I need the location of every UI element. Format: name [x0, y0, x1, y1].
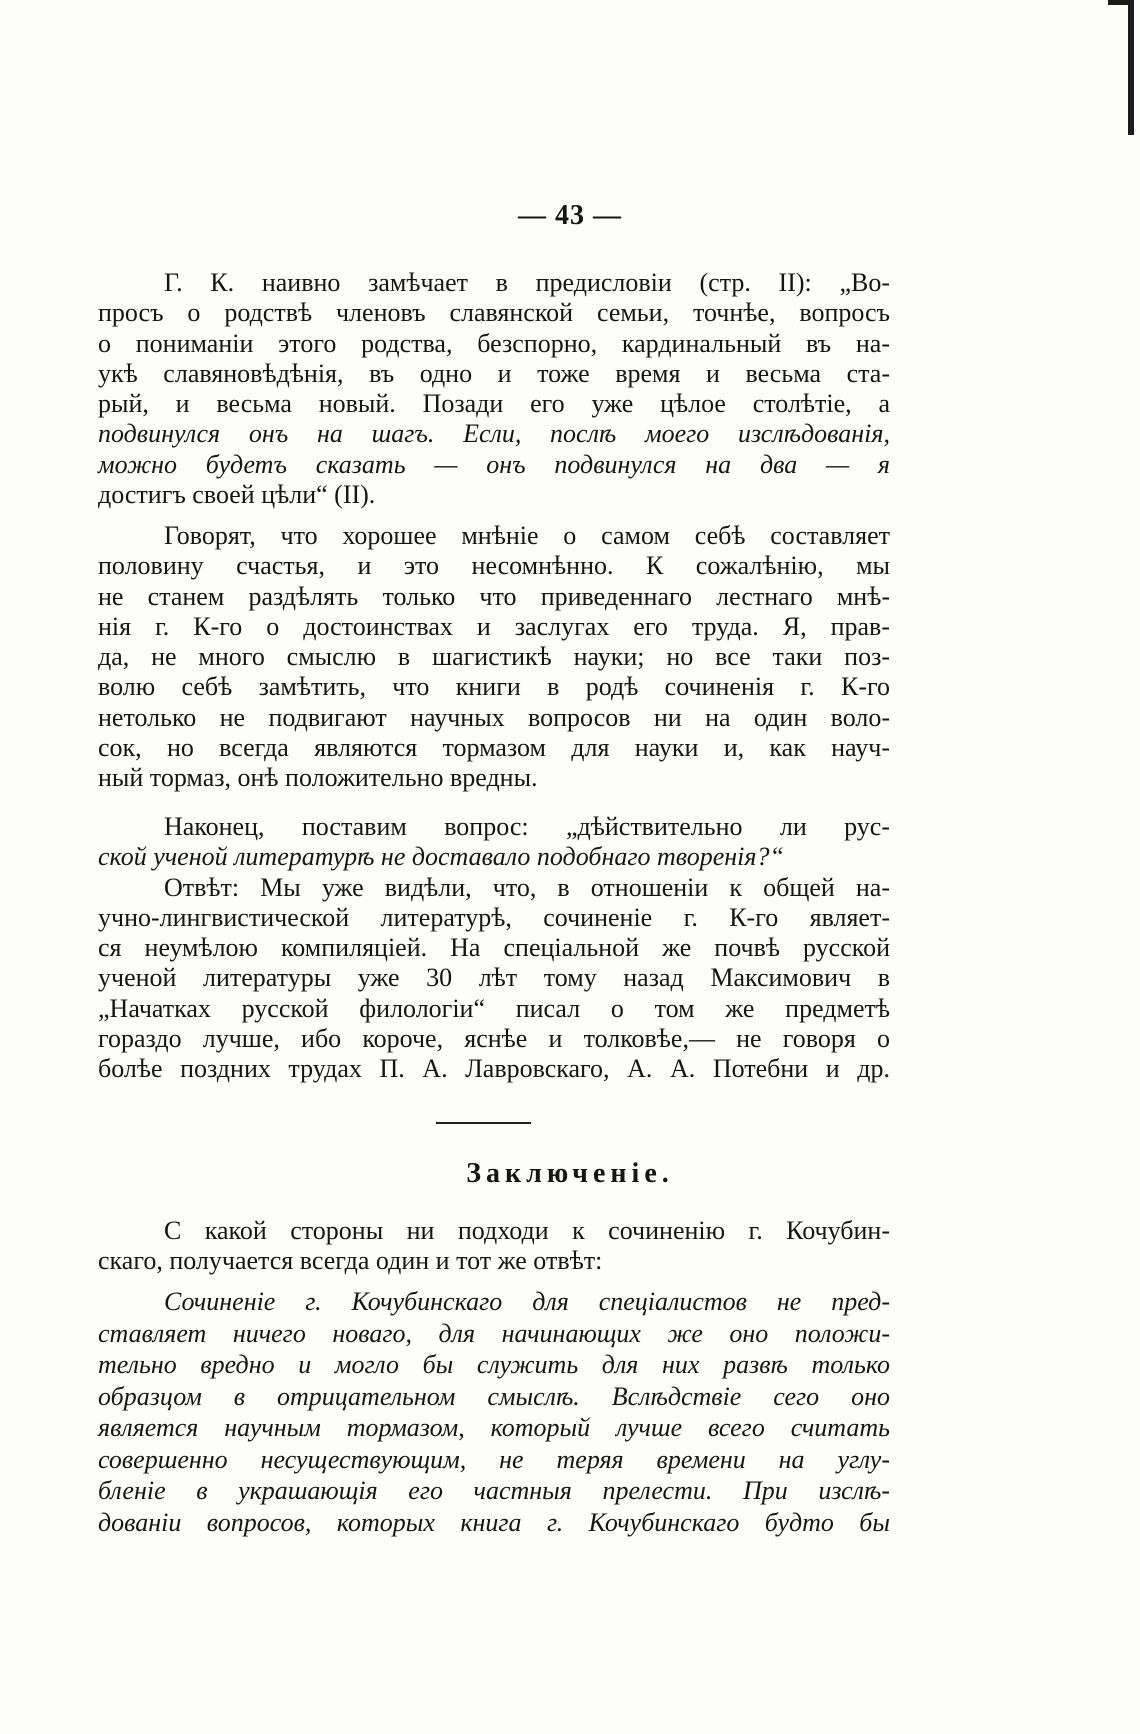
text-line-italic: ставляет ничего новаго, для начинающих же оно положи-: [98, 1318, 890, 1348]
scan-edge-bar: [1128, 0, 1134, 135]
text-line: нетолько не подвигают научных вопросов ни на один воло-: [98, 702, 890, 732]
text-line: ный тормаз, онѣ положительно вредны.: [98, 763, 538, 793]
paragraph-self-opinion: [98, 521, 890, 794]
page-number: — 43 —: [518, 200, 622, 231]
text-line: скаго, получается всегда один и тот же отвѣт:: [98, 1246, 603, 1276]
text-line: не станем раздѣлять только что приведеннаго лестнаго мнѣ-: [98, 581, 890, 611]
text-line: половину счастья, и это несомнѣнно. К сожалѣнію, мы: [98, 551, 890, 581]
text-line: ученой литературы уже 30 лѣт тому назад Максимович в: [98, 963, 890, 993]
text-line-italic: является научным тормазом, который лучше всего считать: [98, 1413, 890, 1442]
text-line-italic: подвинулся онъ на шагъ. Если, послѣ моего изслѣдованія,: [98, 419, 890, 449]
text-line: просъ о родствѣ членовъ славянской семьи, точнѣе, вопросъ: [98, 298, 890, 328]
text-line: С какой стороны ни подходи к сочиненію г. Кочубин-: [164, 1216, 890, 1245]
text-line: нія г. К-го о достоинствах и заслугах его труда. Я, прав-: [98, 611, 890, 641]
text-line: рый, и весьма новый. Позади его уже цѣлое столѣтіе, а: [98, 389, 890, 419]
text-line: волю себѣ замѣтить, что книги в родѣ сочиненія г. К-го: [98, 672, 890, 702]
text-line: учно-лингвистической литературѣ, сочиненіе г. К-го являет-: [98, 902, 890, 932]
text-line: „Начатках русской филологіи“ писал о том же предметѣ: [98, 993, 890, 1023]
text-line-italic: бленіе в украшающія его частныя прелести. При изслѣ-: [98, 1476, 890, 1505]
text-line-italic: образцом в отрицательном смыслѣ. Вслѣдствіе сего оно: [98, 1381, 890, 1411]
text-line: да, не много смыслю в шагистикѣ науки; но все таки поз-: [98, 642, 890, 672]
section-heading: Заключеніе.: [466, 1158, 674, 1189]
text-line-italic: можно будетъ сказать — онъ подвинулся на два — я: [98, 449, 890, 479]
paragraph-conclusion-intro: [98, 1216, 890, 1277]
text-line: Говорят, что хорошее мнѣніе о самом себѣ составляет: [164, 521, 890, 550]
text-line-italic: тельно вредно и могло бы служить для них развѣ только: [98, 1350, 890, 1379]
text-line-italic: совершенно несуществующим, не теряя времени на углу-: [98, 1444, 890, 1474]
text-line: сок, но всегда являются тормазом для науки и, как науч-: [98, 733, 890, 763]
text-line-italic: дованіи вопросов, которых книга г. Кочубинскаго будто бы: [98, 1507, 890, 1537]
section-divider: [436, 1122, 531, 1124]
text-line: о пониманіи этого родства, безспорно, кардинальный въ на-: [98, 328, 890, 358]
text-line: Наконец, поставим вопрос: „дѣйствительно ли рус-: [164, 812, 890, 841]
text-line: болѣе поздних трудах П. А. Лавровскаго, А. А. Потебни и др.: [98, 1054, 890, 1084]
paragraph-conclusion-verdict: [98, 1286, 890, 1538]
text-line: Отвѣт: Мы уже видѣли, что, в отношеніи к общей на-: [164, 872, 890, 902]
text-line-italic: Сочиненіе г. Кочубинскаго для спеціалистов не пред-: [164, 1287, 890, 1316]
text-line: Г. К. наивно замѣчает в предисловіи (стр. II): „Во-: [164, 268, 890, 297]
text-line: ся неумѣлою компиляціей. На спеціальной же почвѣ русской: [98, 933, 890, 963]
paragraph-question-answer: [98, 812, 890, 1085]
text-line-italic: ской ученой литературѣ не доставало подобнаго творенія?“: [98, 842, 784, 872]
paragraph-preface-quote: [98, 268, 890, 510]
text-line: гораздо лучше, ибо короче, яснѣе и толковѣе,— не говоря о: [98, 1024, 890, 1054]
text-line: достигъ своей цѣли“ (II).: [98, 480, 376, 510]
text-line: укѣ славяновѣдѣнія, въ одно и тоже время и весьма ста-: [98, 358, 890, 388]
